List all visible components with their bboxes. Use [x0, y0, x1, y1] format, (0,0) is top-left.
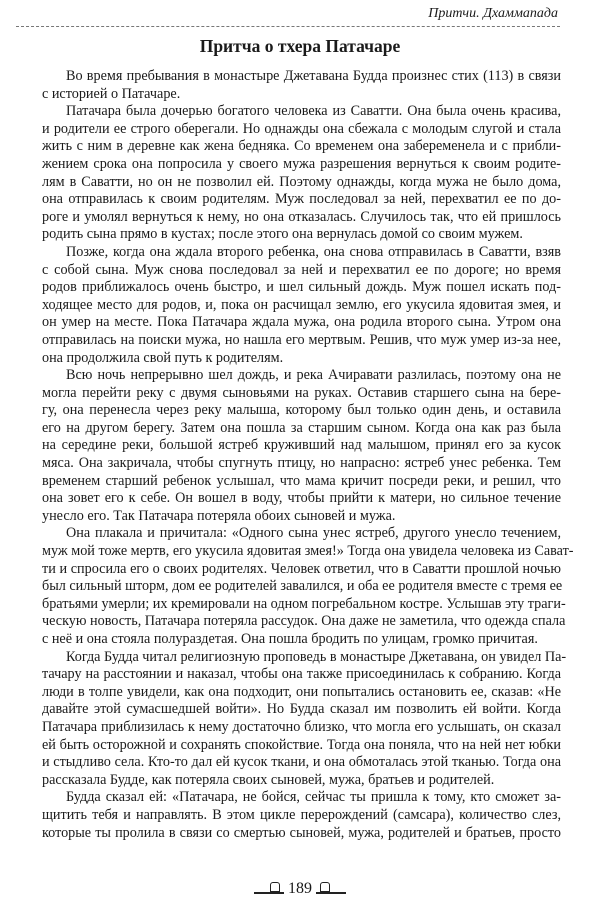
ornament-right-icon: [316, 884, 346, 894]
page-number: 189: [288, 880, 312, 897]
text-line: с историей о Патачаре.: [42, 85, 181, 102]
text-line: и родители ее строго оберегали. Но однажды она сбежала с молодым слугой и стала: [42, 120, 561, 137]
text-line: его на другом берегу. Затем она пошла за старшим сыном. Когда она как раз была: [42, 419, 561, 436]
chapter-title: Притча о тхера Патачаре: [199, 36, 401, 56]
text-line: жить с ним в деревне как жена бедняка. Со временем она забеременела и с прибли-: [42, 138, 561, 155]
text-line: Позже, когда она ждала второго ребенка, она снова отправилась в Саватти, взяв: [66, 243, 561, 260]
text-line: Во время пребывания в монастыре Джетавана Будда произнес стих (113) в связи: [66, 68, 561, 84]
text-line: лям в Саватти, но он не позволил ей. Поэтому однажды, когда мужа не было дома,: [42, 173, 561, 190]
text-line: люди в толпе увидели, как она подходит, они попытались остановить ее, сказав: «Не: [42, 683, 561, 700]
paragraph: [42, 244, 561, 367]
text-line: которые ты пролила в связи со смертью сыновей, мужа, родителей и братьев, просто: [42, 824, 561, 841]
text-line: родов приближалось очень быстро, и шел сильный дождь. Муж пошел искать под-: [42, 279, 561, 296]
text-line: Она плакала и причитала: «Одного сына унес ястреб, другого унесло течением,: [66, 525, 561, 542]
text-line: Патачара была дочерью богатого человека из Саватти. Она была очень красива,: [66, 103, 561, 120]
text-line: жением срока она попросила у своего мужа разрешения вернуться к своим родите-: [42, 155, 561, 172]
text-line: давайте этой сумасшедшей войти». Но Будда сказал им позволить ей войти. Когда: [42, 701, 561, 718]
text-line: она отправилась к своим родителям. Муж последовал за ней, перехватил ее по до-: [42, 191, 561, 208]
text-line: рассказала Будде, как потеряла своих сыновей, мужа, братьев и родителей.: [42, 771, 495, 788]
paragraph: [42, 367, 561, 525]
header-rule: [16, 26, 560, 27]
text-line: она зовет его к себе. Он вошел в воду, чтобы прийти к матери, но сильное течение: [42, 490, 561, 507]
text-line: мяса. Она закричала, чтобы спугнуть птицу, но напрасно: ястреб унес ребенка. Тем: [42, 455, 561, 472]
paragraph: [42, 525, 574, 648]
text-line: муж мой тоже мертв, его укусила ядовитая змея!» Тогда она увидела человека из Сават-: [42, 543, 574, 560]
text-line: он умер на месте. Пока Патачара ждала мужа, она родила второго сына. Утром она: [42, 314, 561, 331]
paragraph: [42, 68, 561, 103]
text-line: она продолжила свой путь к родителям.: [42, 349, 284, 366]
ornament-left-icon: [254, 884, 284, 894]
text-line: и стыдливо села. Кто-то дал ей кусок ткани, и она обмоталась этой тканью. Тогда она: [42, 754, 561, 771]
text-line: братьями умерли; их кремировали на одном погребальном костре. Услышав эту траги-: [42, 595, 566, 612]
text-line: отправилась на поиски мужа, но нашла его мертвым. Решив, что муж умер из-за нее,: [42, 331, 561, 348]
paragraph: [42, 789, 561, 842]
page-footer: [0, 880, 600, 898]
body-text: [42, 68, 574, 842]
text-line: Будда сказал ей: «Патачара, не бойся, сейчас ты пришла к тому, кто сможет за-: [66, 789, 561, 806]
text-line: Патачара приблизилась к нему достаточно близко, что могла его услышать, он сказал: [42, 718, 561, 735]
text-line: роге и умолял вернуться к нему, но она отказалась. Случилось так, что ей пришлось: [42, 208, 561, 225]
text-line: могла перейти реку с двумя сыновьями на руках. Оставив старшего сына на бере-: [42, 384, 561, 401]
text-line: ти и спросила его о своих родителях. Человек ответил, что в Саватти прошлой ночью: [42, 560, 561, 577]
text-line: с собой сына. Муж снова последовал за ней и перехватил ее по дороге; но время: [42, 261, 561, 278]
text-line: ческую новость, Патачара потеряла рассудок. Она даже не заметила, что одежда спала: [42, 613, 566, 630]
text-line: на середине реки, большой ястреб круживший над малышом, принял его за кусок: [42, 437, 561, 454]
text-line: щитить тебя и направлять. В этом цикле перерождений (самсара), количество слез,: [42, 806, 561, 823]
text-line: родить сына прямо в кустах; после этого она вернулась домой со своим мужем.: [42, 226, 523, 243]
paragraph: [42, 103, 561, 244]
paragraph: [42, 648, 567, 790]
text-line: Когда Будда читал религиозную проповедь в монастыре Джетавана, он увидел Па-: [66, 648, 567, 665]
text-line: ходящее место для родов, и, пока он расчищал землю, его укусила ядовитая змея, и: [42, 296, 561, 313]
text-line: гу, она перенесла через реку малыша, которому был только один день, и оставила: [42, 402, 561, 419]
text-line: ей быть осторожной и сохранять спокойствие. Тогда она поняла, что на ней нет юбки: [42, 736, 561, 753]
running-header: Притчи. Дхаммапада: [428, 6, 558, 21]
text-line: временем старший ребенок услышал, что мама кричит посреди реки, и решил, что: [42, 472, 561, 489]
text-line: с неё и она стояла полураздетая. Она пошла бродить по улицам, громко причитая.: [42, 631, 538, 647]
text-line: унесло его. Так Патачара потеряла обоих сыновей и мужа.: [42, 507, 396, 524]
text-line: Всю ночь непрерывно шел дождь, и река Ачиравати разлилась, поэтому она не: [66, 367, 561, 384]
text-line: тачару на расстоянии и наказал, чтобы она также присоединилась к собранию. Когда: [42, 666, 561, 683]
text-line: был сильный шторм, дом ее родителей завалился, и оба ее родителя вместе с тремя ее: [42, 578, 563, 595]
